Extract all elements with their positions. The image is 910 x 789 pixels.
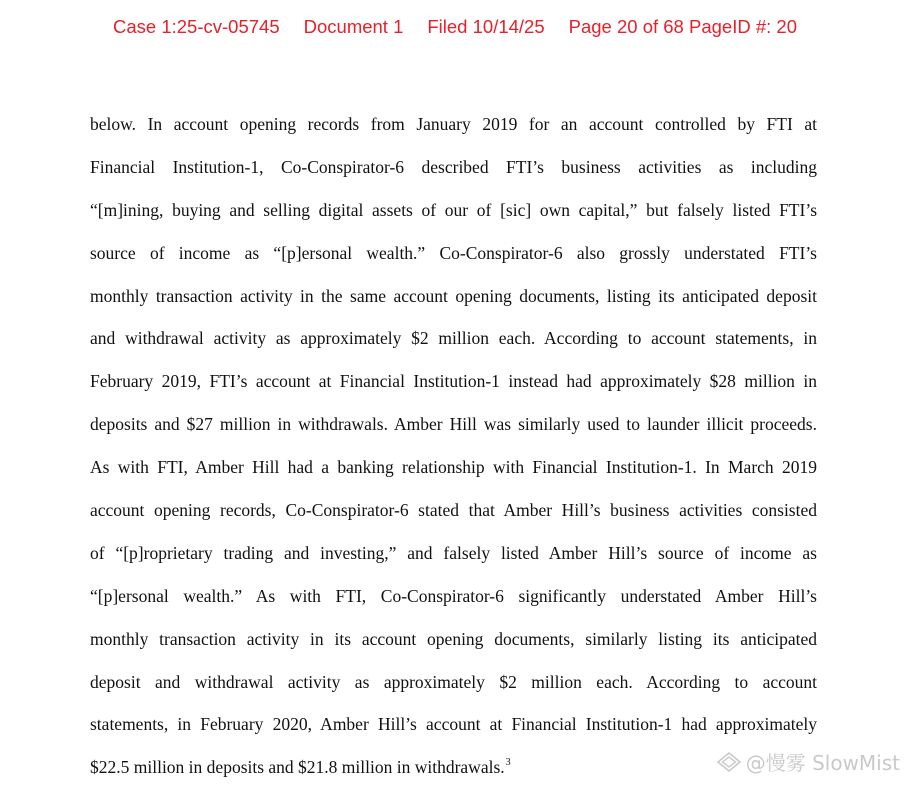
body-line: below. In account opening records from January 2019 for an account controlled by FTI at [90, 114, 817, 134]
body-line: As with FTI, Amber Hill had a banking relationship with Financial Institution-1. In March 2019 [90, 457, 817, 478]
body-line: source of income as “[p]ersonal wealth.” Co-Conspirator-6 also grossly understated FTI’s [90, 242, 817, 263]
filed-date: Filed 10/14/25 [427, 16, 545, 37]
body-line: monthly transaction activity in its account opening documents, similarly listing its anticipated [90, 628, 817, 649]
document-number: Document 1 [303, 16, 404, 37]
body-line: deposits and $27 million in withdrawals. Amber Hill was similarly used to launder illicit proceeds. [90, 414, 817, 435]
page-info: Page 20 of 68 PageID #: 20 [568, 16, 797, 37]
body-line: of “[p]roprietary trading and investing,” and falsely listed Amber Hill’s source of income as [90, 542, 817, 563]
document-body [90, 103, 817, 789]
case-number: Case 1:25-cv-05745 [113, 16, 280, 37]
body-line: Financial Institution-1, Co-Conspirator-6 described FTI’s business activities as including [90, 156, 817, 177]
body-line: and withdrawal activity as approximately $2 million each. According to account statements, in [90, 328, 817, 349]
body-line-last-text: $22.5 million in deposits and $21.8 million in withdrawals. [90, 757, 505, 778]
body-line: monthly transaction activity in the same account opening documents, listing its anticipated deposit [90, 285, 817, 306]
body-line: February 2019, FTI’s account at Financial Institution-1 instead had approximately $28 million in [90, 371, 817, 392]
body-line-last [90, 746, 817, 789]
body-line: “[p]ersonal wealth.” As with FTI, Co-Conspirator-6 significantly understated Amber Hill’s [90, 585, 817, 606]
body-line: deposit and withdrawal activity as approximately $2 million each. According to account [90, 671, 817, 692]
footnote-marker[interactable]: 3 [505, 757, 511, 769]
body-line: “[m]ining, buying and selling digital assets of our of [sic] own capital,” but falsely listed FTI’s [90, 199, 817, 220]
case-header [0, 16, 910, 38]
watermark-text: @慢雾 SlowMist [745, 751, 900, 775]
body-line: statements, in February 2020, Amber Hill’s account at Financial Institution-1 had approximately [90, 714, 817, 735]
slowmist-logo-icon [716, 751, 742, 773]
body-line: account opening records, Co-Conspirator-6 stated that Amber Hill’s business activities consisted [90, 500, 817, 521]
watermark [716, 747, 900, 776]
